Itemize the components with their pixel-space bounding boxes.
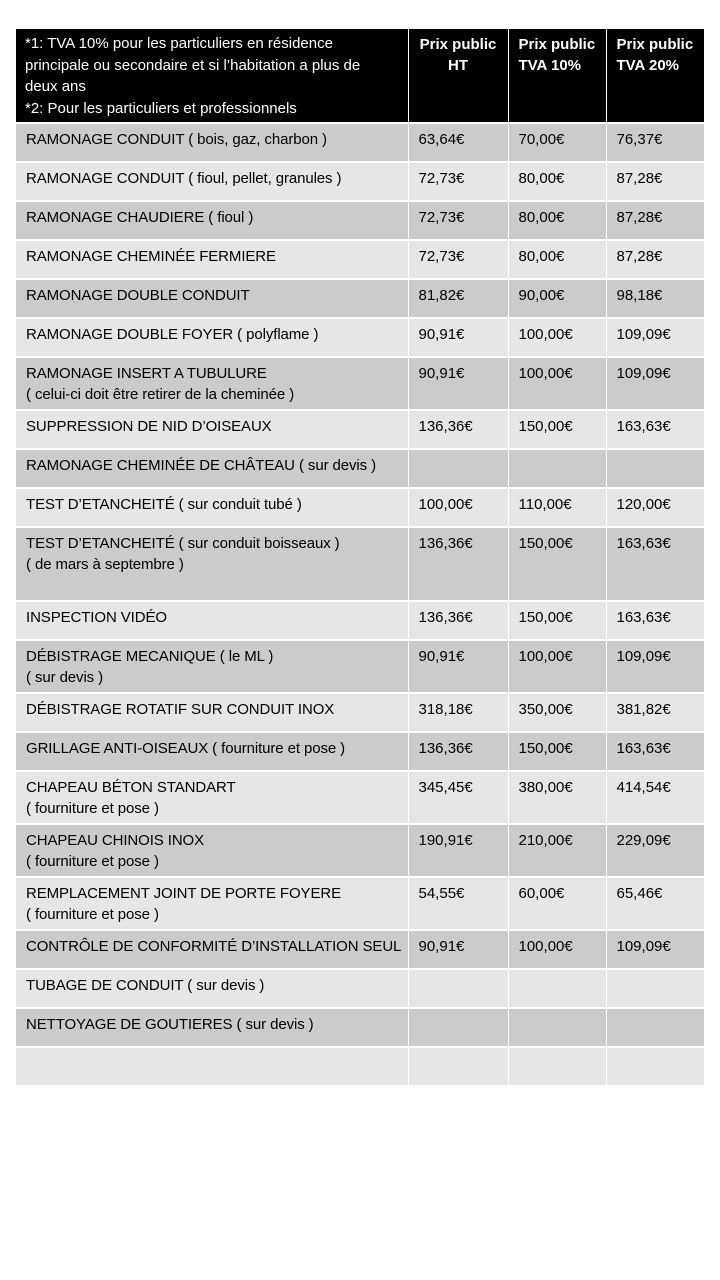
price-tva10: 350,00€ <box>508 693 606 732</box>
price-tva10: 70,00€ <box>508 123 606 162</box>
price-ht: 72,73€ <box>408 240 508 279</box>
price-tva20: 414,54€ <box>606 771 704 824</box>
col-header-price-tva10: Prix public TVA 10% <box>508 29 606 123</box>
service-description: DÉBISTRAGE MECANIQUE ( le ML ) ( sur devis ) <box>16 640 408 693</box>
price-tva10: 380,00€ <box>508 771 606 824</box>
table-row <box>16 410 704 449</box>
table-row <box>16 1047 704 1086</box>
price-ht: 90,91€ <box>408 318 508 357</box>
table-row <box>16 279 704 318</box>
price-tva20 <box>606 1047 704 1086</box>
table-row <box>16 693 704 732</box>
price-tva10: 100,00€ <box>508 930 606 969</box>
table-row <box>16 640 704 693</box>
service-description: CHAPEAU CHINOIS INOX ( fourniture et pose ) <box>16 824 408 877</box>
table-row <box>16 240 704 279</box>
price-ht: 90,91€ <box>408 930 508 969</box>
price-tva20 <box>606 1008 704 1047</box>
table-row <box>16 1008 704 1047</box>
table-row <box>16 969 704 1008</box>
price-tva10: 80,00€ <box>508 162 606 201</box>
price-tva20 <box>606 969 704 1008</box>
price-tva10: 150,00€ <box>508 732 606 771</box>
price-ht <box>408 969 508 1008</box>
table-row <box>16 601 704 640</box>
price-ht: 81,82€ <box>408 279 508 318</box>
price-tva20: 163,63€ <box>606 732 704 771</box>
service-description: RAMONAGE CHEMINÉE FERMIERE <box>16 240 408 279</box>
price-tva10: 210,00€ <box>508 824 606 877</box>
table-header-row <box>16 29 704 123</box>
price-tva20: 65,46€ <box>606 877 704 930</box>
table-row <box>16 488 704 527</box>
price-ht: 90,91€ <box>408 357 508 410</box>
table-row <box>16 318 704 357</box>
price-tva10: 80,00€ <box>508 240 606 279</box>
price-ht: 190,91€ <box>408 824 508 877</box>
service-description: RAMONAGE CHEMINÉE DE CHÂTEAU ( sur devis ) <box>16 449 408 488</box>
price-ht: 63,64€ <box>408 123 508 162</box>
price-tva20: 381,82€ <box>606 693 704 732</box>
tva-notes <box>16 29 408 123</box>
service-description: RAMONAGE INSERT A TUBULURE ( celui-ci doit être retirer de la cheminée ) <box>16 357 408 410</box>
price-tva20: 76,37€ <box>606 123 704 162</box>
table-row <box>16 877 704 930</box>
price-tva20: 87,28€ <box>606 162 704 201</box>
price-ht: 345,45€ <box>408 771 508 824</box>
price-ht <box>408 1047 508 1086</box>
service-description: RAMONAGE CHAUDIERE ( fioul ) <box>16 201 408 240</box>
table-row <box>16 930 704 969</box>
price-tva10 <box>508 969 606 1008</box>
service-description: SUPPRESSION DE NID D’OISEAUX <box>16 410 408 449</box>
price-tva10: 110,00€ <box>508 488 606 527</box>
service-description: RAMONAGE CONDUIT ( bois, gaz, charbon ) <box>16 123 408 162</box>
service-description <box>16 1047 408 1086</box>
service-description: CHAPEAU BÉTON STANDART ( fourniture et pose ) <box>16 771 408 824</box>
table-row <box>16 824 704 877</box>
table-row <box>16 123 704 162</box>
price-table <box>16 29 704 1087</box>
table-row <box>16 527 704 601</box>
price-tva20: 109,09€ <box>606 640 704 693</box>
price-tva10: 150,00€ <box>508 601 606 640</box>
price-tva10 <box>508 449 606 488</box>
service-description: RAMONAGE DOUBLE CONDUIT <box>16 279 408 318</box>
service-description: TUBAGE DE CONDUIT ( sur devis ) <box>16 969 408 1008</box>
price-ht <box>408 449 508 488</box>
price-tva20: 109,09€ <box>606 318 704 357</box>
price-ht: 318,18€ <box>408 693 508 732</box>
service-description: REMPLACEMENT JOINT DE PORTE FOYERE ( fourniture et pose ) <box>16 877 408 930</box>
service-description: CONTRÔLE DE CONFORMITÉ D’INSTALLATION SEUL <box>16 930 408 969</box>
price-tva10 <box>508 1047 606 1086</box>
service-description: DÉBISTRAGE ROTATIF SUR CONDUIT INOX <box>16 693 408 732</box>
table-row <box>16 732 704 771</box>
price-tva20: 109,09€ <box>606 930 704 969</box>
price-tva20: 87,28€ <box>606 201 704 240</box>
note-line: deux ans <box>25 78 86 95</box>
price-tva20: 163,63€ <box>606 601 704 640</box>
note-line: *2: Pour les particuliers et professionnels <box>25 99 297 117</box>
service-description: RAMONAGE DOUBLE FOYER ( polyflame ) <box>16 318 408 357</box>
table-row <box>16 357 704 410</box>
price-tva10: 150,00€ <box>508 410 606 449</box>
service-description: INSPECTION VIDÉO <box>16 601 408 640</box>
col-header-price-ht: Prix public HT <box>408 29 508 123</box>
price-tva10: 80,00€ <box>508 201 606 240</box>
price-tva20: 229,09€ <box>606 824 704 877</box>
note-line: *1: TVA 10% pour les particuliers en résidence <box>25 35 333 52</box>
price-ht: 136,36€ <box>408 410 508 449</box>
table-row <box>16 201 704 240</box>
price-tva20: 120,00€ <box>606 488 704 527</box>
price-tva20: 163,63€ <box>606 410 704 449</box>
service-description: GRILLAGE ANTI-OISEAUX ( fourniture et pose ) <box>16 732 408 771</box>
service-description: NETTOYAGE DE GOUTIERES ( sur devis ) <box>16 1008 408 1047</box>
price-ht: 100,00€ <box>408 488 508 527</box>
price-tva20: 87,28€ <box>606 240 704 279</box>
price-tva10: 150,00€ <box>508 527 606 601</box>
price-ht: 72,73€ <box>408 201 508 240</box>
price-tva10: 100,00€ <box>508 640 606 693</box>
table-row <box>16 449 704 488</box>
price-ht: 54,55€ <box>408 877 508 930</box>
price-ht <box>408 1008 508 1047</box>
price-tva20: 163,63€ <box>606 527 704 601</box>
price-ht: 90,91€ <box>408 640 508 693</box>
service-description: TEST D’ETANCHEITÉ ( sur conduit tubé ) <box>16 488 408 527</box>
price-tva10: 60,00€ <box>508 877 606 930</box>
col-header-price-tva20: Prix public TVA 20% <box>606 29 704 123</box>
price-tva20 <box>606 449 704 488</box>
price-ht: 72,73€ <box>408 162 508 201</box>
service-description: TEST D’ETANCHEITÉ ( sur conduit boisseaux ) ( de mars à septembre ) <box>16 527 408 601</box>
price-ht: 136,36€ <box>408 732 508 771</box>
table-row <box>16 771 704 824</box>
price-tva10: 100,00€ <box>508 318 606 357</box>
price-tva20: 98,18€ <box>606 279 704 318</box>
service-description: RAMONAGE CONDUIT ( fioul, pellet, granules ) <box>16 162 408 201</box>
table-row <box>16 162 704 201</box>
price-ht: 136,36€ <box>408 601 508 640</box>
price-tva10: 100,00€ <box>508 357 606 410</box>
price-tva10 <box>508 1008 606 1047</box>
note-line: principale ou secondaire et si l’habitation a plus de <box>25 56 361 74</box>
price-ht: 136,36€ <box>408 527 508 601</box>
price-tva10: 90,00€ <box>508 279 606 318</box>
price-tva20: 109,09€ <box>606 357 704 410</box>
